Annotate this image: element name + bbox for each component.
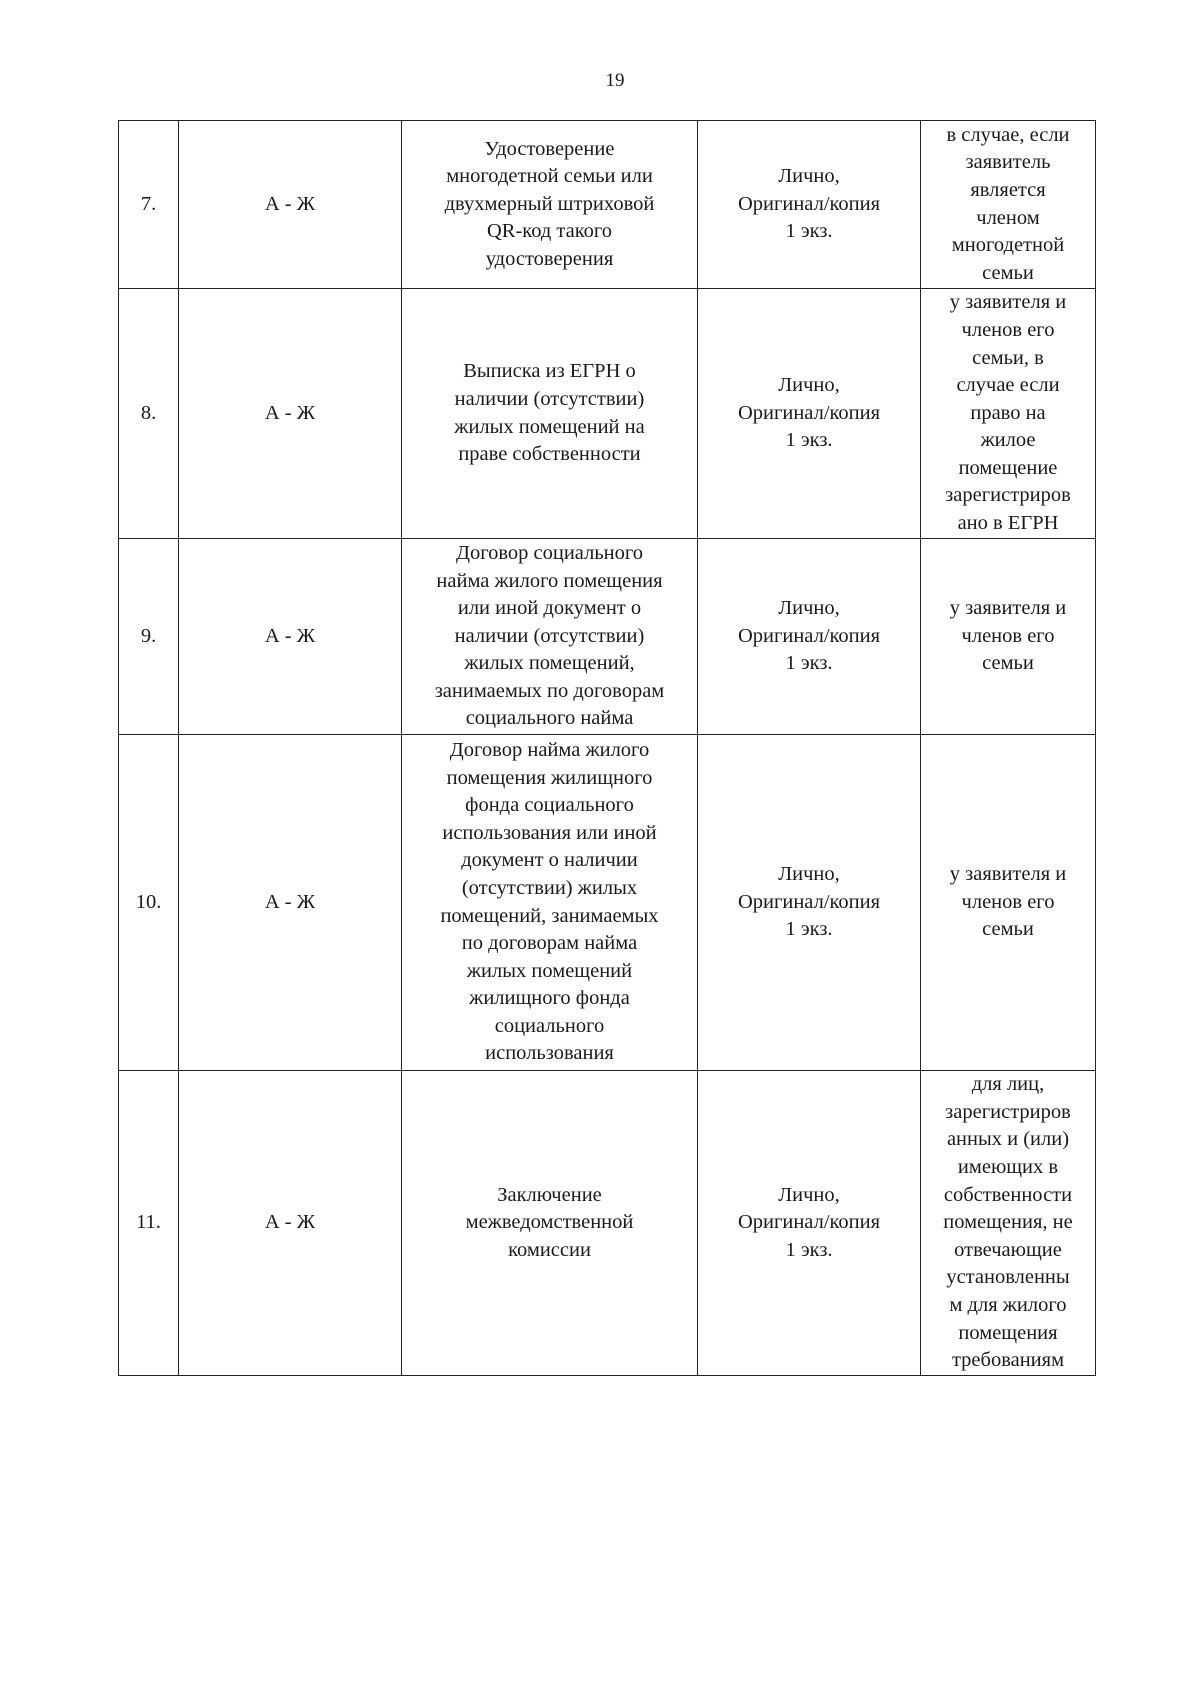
row-number: 10. xyxy=(119,735,179,1071)
applicant-category: А - Ж xyxy=(179,735,402,1071)
row-number: 7. xyxy=(119,121,179,289)
table-row xyxy=(119,539,1096,735)
applicant-category: А - Ж xyxy=(179,121,402,289)
document-name: Выписка из ЕГРН о наличии (отсутствии) жилых помещений на праве собственности xyxy=(402,289,698,539)
submission-form: Лично, Оригинал/копия 1 экз. xyxy=(698,289,921,539)
document-name: Удостоверение многодетной семьи или двухмерный штриховой QR-код такого удостоверения xyxy=(402,121,698,289)
row-number: 11. xyxy=(119,1071,179,1376)
document-note: у заявителя и членов его семьи xyxy=(921,735,1096,1071)
table-row xyxy=(119,289,1096,539)
document-name: Заключение межведомственной комиссии xyxy=(402,1071,698,1376)
row-number: 8. xyxy=(119,289,179,539)
applicant-category: А - Ж xyxy=(179,1071,402,1376)
documents-table xyxy=(118,120,1096,1376)
document-name: Договор социального найма жилого помещения или иной документ о наличии (отсутствии) жилых помещений, занимаемых по договорам социального найма xyxy=(402,539,698,735)
submission-form: Лично, Оригинал/копия 1 экз. xyxy=(698,539,921,735)
document-note: у заявителя и членов его семьи, в случае если право на жилое помещение зарегистриров ано в ЕГРН xyxy=(921,289,1096,539)
table-row xyxy=(119,1071,1096,1376)
table-row xyxy=(119,735,1096,1071)
document-note: для лиц, зарегистриров анных и (или) имеющих в собственности помещения, не отвечающие установленны м для жилого помещения требованиям xyxy=(921,1071,1096,1376)
document-name: Договор найма жилого помещения жилищного фонда социального использования или иной документ о наличии (отсутствии) жилых помещений, занимаемых по договорам найма жилых помещений жилищного фонда социального использования xyxy=(402,735,698,1071)
document-note: у заявителя и членов его семьи xyxy=(921,539,1096,735)
table-row xyxy=(119,121,1096,289)
page-number: 19 xyxy=(605,70,625,91)
submission-form: Лично, Оригинал/копия 1 экз. xyxy=(698,121,921,289)
row-number: 9. xyxy=(119,539,179,735)
submission-form: Лично, Оригинал/копия 1 экз. xyxy=(698,735,921,1071)
applicant-category: А - Ж xyxy=(179,539,402,735)
submission-form: Лично, Оригинал/копия 1 экз. xyxy=(698,1071,921,1376)
applicant-category: А - Ж xyxy=(179,289,402,539)
document-note: в случае, если заявитель является членом многодетной семьи xyxy=(921,121,1096,289)
